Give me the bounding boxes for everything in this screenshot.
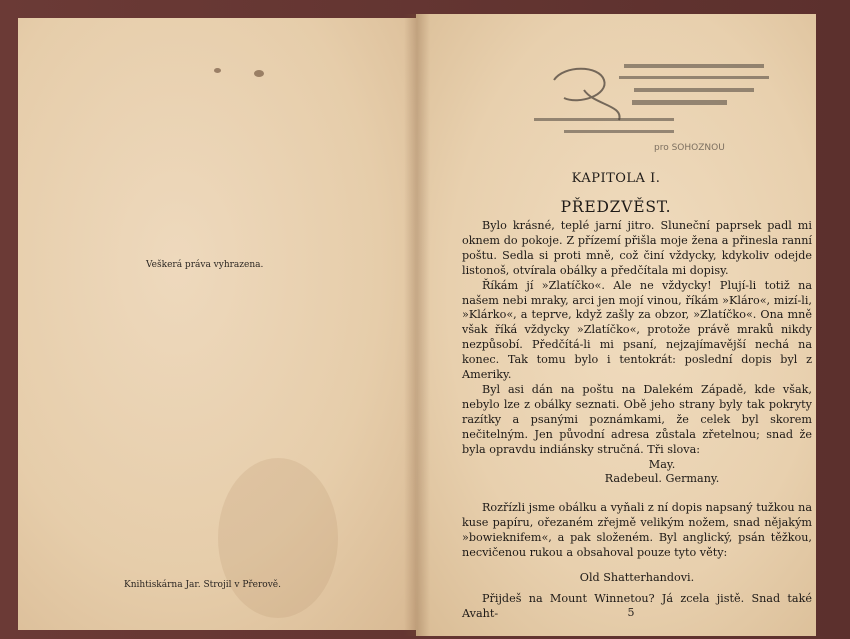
rights-notice: Veškerá práva vyhrazena. [146, 260, 264, 270]
left-page [18, 18, 416, 630]
right-page [416, 14, 816, 636]
paragraph: Byl asi dán na poštu na Dalekém Západě, kde však, nebylo lze z obálky seznati. Obě jeho strany byly tak pokryty razítky a psanými poznámkami, že celek byl skorem nečitelným. Jen původní adresa zůstala zřetelnou; snad že byla opravdu indiánsky stručná. Tři slova: [462, 382, 812, 456]
address-line: May. [648, 457, 676, 471]
paragraph: Rozřízli jsme obálku a vyňali z ní dopis napsaný tužkou na kuse papíru, ořezaném zřejmě velikým nožem, snad nějakým »bowieknifem«, a pak složeném. Byl anglický, psán těžkou, necvičenou rukou a obsahoval pouze tyto věty: [462, 501, 812, 560]
chapter-label: KAPITOLA I. [571, 171, 661, 186]
printer-imprint: Knihtiskárna Jar. Strojil v Přerově. [124, 580, 281, 590]
address-line: Radebeul. Germany. [604, 472, 720, 486]
paper-stain [218, 458, 338, 618]
paragraph: Přijdeš na Mount Winnetou? Já zcela jistě. Snad také Avaht- [462, 591, 812, 620]
paragraph: Bylo krásné, teplé jarní jitro. Sluneční paprsek padl mi oknem do pokoje. Z přízemí přišla moje žena a přinesla ranní poštu. Sedla si proti mně, což činí vždycky, kdykoliv odejde listonoš, otvírala obálky a předčítala mi dopisy. [462, 219, 812, 277]
chapter-body [462, 219, 812, 622]
page-number: 5 [627, 606, 635, 619]
stamp-text: pro SOHOZNOU [654, 143, 725, 153]
chapter-title: PŘEDZVĚST. [560, 198, 672, 216]
letter-greeting: Old Shatterhandovi. [579, 570, 695, 584]
paragraph: Říkám jí »Zlatíčko«. Ale ne vždycky! Plují-li totiž na našem nebi mraky, arci jen mojí vinou, říkám »Kláro«, mizí-li, »Klárko«, a teprve, když zašly za obzor, »Zlatíčko«. Ona mně však říká vždycky »Zlatíčko«, protože právě mraků nikdy nezpůsobí. Předčítá-li mi psaní, nejzajímavější nechá na konec. Tak tomu bylo i tentokrát: poslední dopis byl z Ameriky. [462, 278, 812, 382]
library-stamp [524, 50, 794, 160]
ink-spot [254, 70, 264, 77]
book-gutter [404, 14, 430, 636]
ink-spot [214, 68, 221, 73]
